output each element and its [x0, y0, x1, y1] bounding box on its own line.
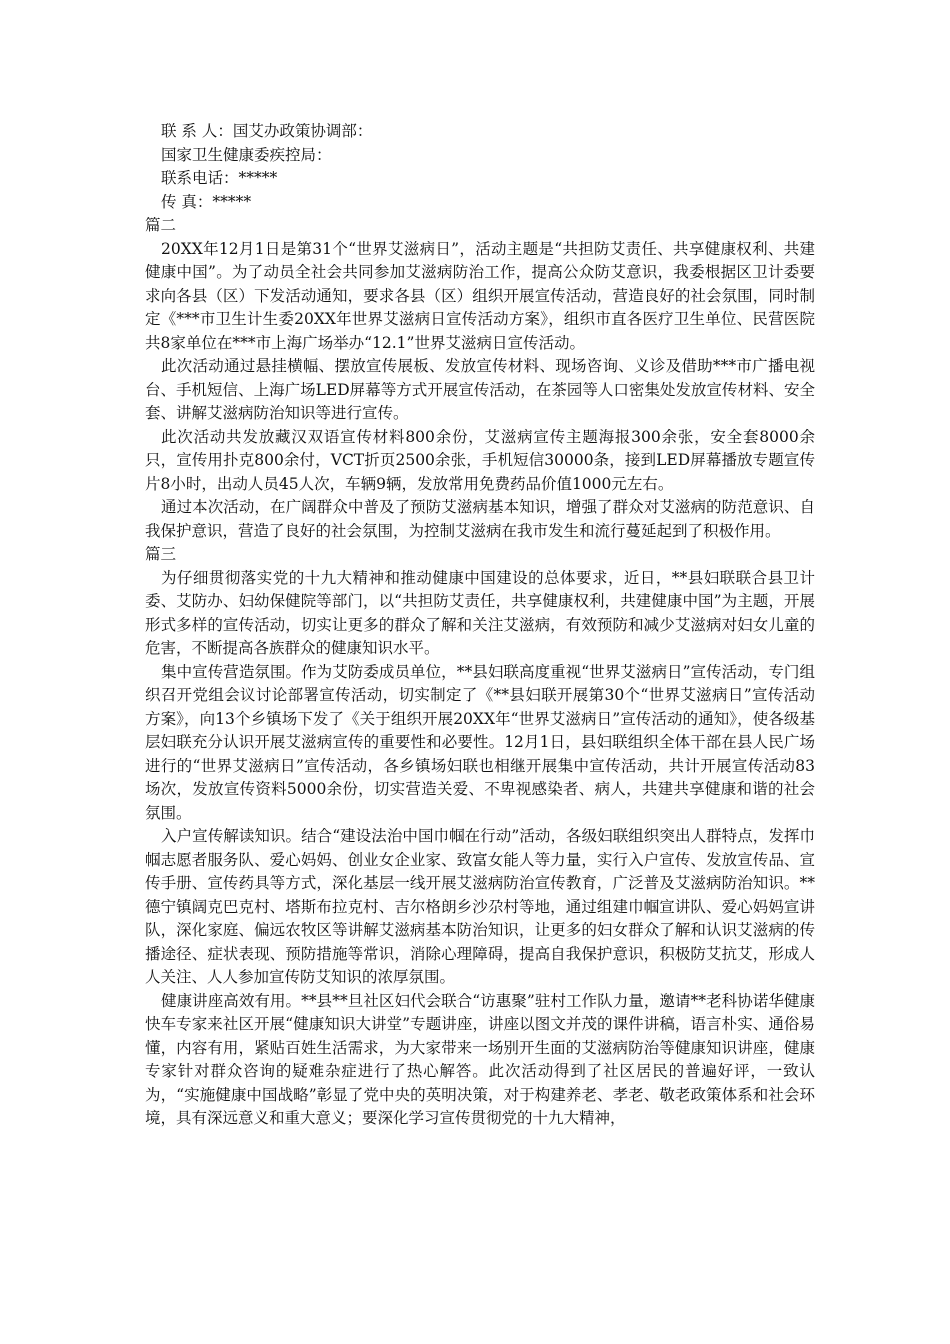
section2-paragraph: 此次活动通过悬挂横幅、摆放宣传展板、发放宣传材料、现场咨询、义诊及借助***市广播电视台、手机短信、上海广场LED屏幕等方式开展宣传活动，在茶园等人口密集处发放宣传材料、安全套、讲解艾滋病防治知识等进行宣传。 [145, 357, 815, 422]
section3-paragraph: 健康讲座高效有用。**县**旦社区妇代会联合“访惠聚”驻村工作队力量，邀请**老科协诺华健康快车专家来社区开展“健康知识大讲堂”专题讲座，讲座以图文并茂的课件讲稿，语言朴实、通俗易懂，内容有用，紧贴百姓生活需求，为大家带来一场别开生面的艾滋病防治等健康知识讲座，健康专家针对群众咨询的疑难杂症进行了热心解答。此次活动得到了社区居民的普遍好评，一致认为，“实施健康中国战略”彰显了党中央的英明决策，对于构建养老、孝老、敬老政策体系和社会环境，具有深远意义和重大意义；要深化学习宣传贯彻党的十九大精神， [145, 991, 815, 1127]
section2-paragraph: 此次活动共发放藏汉双语宣传材料800余份，艾滋病宣传主题海报300余张，安全套8000余只，宣传用扑克800余付，VCT折页2500余张，手机短信30000条，接到LED屏幕播放专题宣传片8小时，出动人员45人次，车辆9辆，发放常用免费药品价值1000元左右。 [145, 427, 815, 493]
section-heading-3: 篇三 [145, 545, 177, 563]
contact-person-line: 联 系 人：国艾办政策协调部： [161, 122, 373, 140]
contact-bureau-line: 国家卫生健康委疾控局： [161, 145, 332, 164]
document-page [145, 120, 815, 1131]
contact-phone-line: 联系电话：***** [161, 169, 278, 187]
section-heading-2: 篇二 [145, 216, 177, 234]
section3-paragraph: 为仔细贯彻落实党的十九大精神和推动健康中国建设的总体要求，近日，**县妇联联合县卫计委、艾防办、妇幼保健院等部门，以“共担防艾责任，共享健康权利，共建健康中国”为主题，开展形式多样的宣传活动，切实让更多的群众了解和关注艾滋病，有效预防和减少艾滋病对妇女儿童的危害，不断提高各族群众的健康知识水平。 [145, 568, 815, 657]
section2-paragraph: 通过本次活动，在广阔群众中普及了预防艾滋病基本知识，增强了群众对艾滋病的防范意识、自我保护意识，营造了良好的社会氛围，为控制艾滋病在我市发生和流行蔓延起到了积极作用。 [145, 498, 815, 540]
section3-paragraph: 集中宣传营造氛围。作为艾防委成员单位，**县妇联高度重视“世界艾滋病日”宣传活动，专门组织召开党组会议讨论部署宣传活动，切实制定了《**县妇联开展第30个“世界艾滋病日”宣传活动方案》，向13个乡镇场下发了《关于组织开展20XX年“世界艾滋病日”宣传活动的通知》，使各级基层妇联充分认识开展艾滋病宣传的重要性和必要性。12月1日，县妇联组织全体干部在县人民广场进行的“世界艾滋病日”宣传活动，各乡镇场妇联也相继开展集中宣传活动，共计开展宣传活动83场次，发放宣传资料5000余份，切实营造关爱、不卑视感染者、病人，共建共享健康和谐的社会氛围。 [145, 662, 815, 822]
section2-paragraph: 20XX年12月1日是第31个“世界艾滋病日”，活动主题是“共担防艾责任、共享健康权利、共建健康中国”。为了动员全社会共同参加艾滋病防治工作，提高公众防艾意识，我委根据区卫计委要求向各县（区）下发活动通知，要求各县（区）组织开展宣传活动，营造良好的社会氛围，同时制定《***市卫生计生委20XX年世界艾滋病日宣传活动方案》，组织市直各医疗卫生单位、民营医院共8家单位在***市上海广场举办“12.1”世界艾滋病日宣传活动。 [145, 239, 815, 352]
contact-fax-line: 传 真：***** [161, 192, 252, 211]
section3-paragraph: 入户宣传解读知识。结合“建设法治中国巾帼在行动”活动，各级妇联组织突出人群特点，发挥巾帼志愿者服务队、爱心妈妈、创业女企业家、致富女能人等力量，实行入户宣传、发放宣传品、宣传手册、宣传药具等方式，深化基层一线开展艾滋病防治宣传教育，广泛普及艾滋病防治知识。**德宁镇阔克巴克村、塔斯布拉克村、吉尔格朗乡沙尕村等地，通过组建巾帼宣讲队、爱心妈妈宣讲队，深化家庭、偏远农牧区等讲解艾滋病基本防治知识，让更多的妇女群众了解和认识艾滋病的传播途径、症状表现、预防措施等常识，消除心理障碍，提高自我保护意识，积极防艾抗艾，形成人人关注、人人参加宣传防艾知识的浓厚氛围。 [145, 827, 815, 986]
